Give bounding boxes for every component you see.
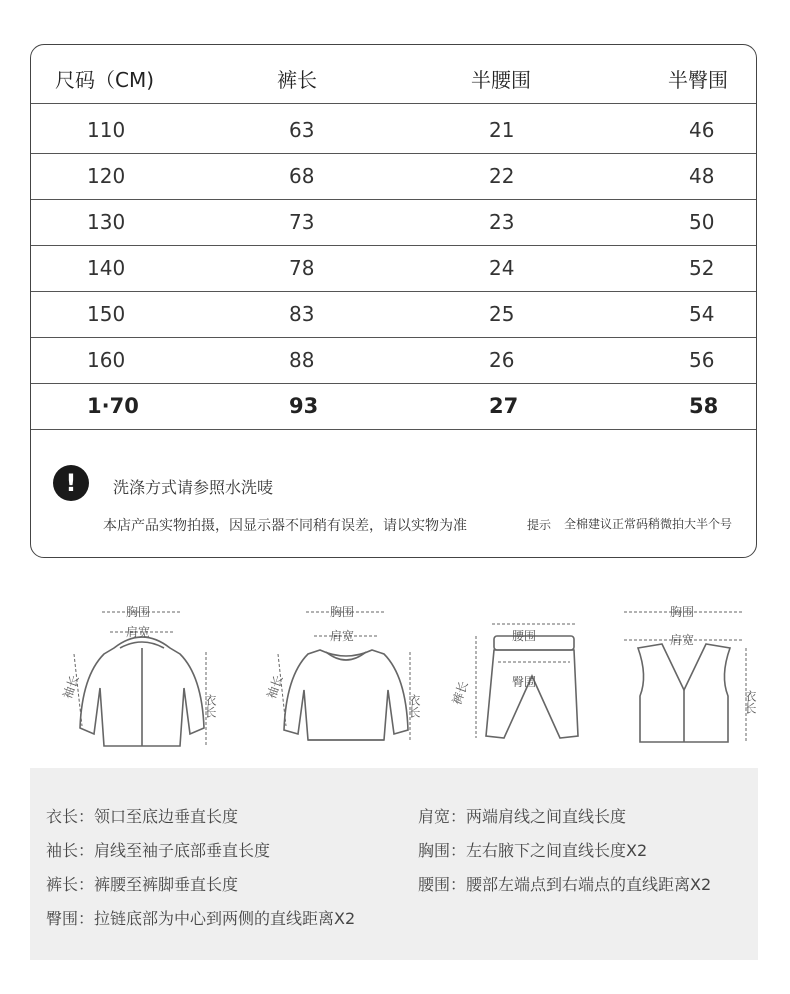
pants-length-label: 裤长 — [449, 679, 471, 707]
definition-item: 胸围：左右腋下之间直线长度X2 — [418, 841, 648, 860]
definition-item: 臀围：拉链底部为中心到两侧的直线距离X2 — [46, 909, 356, 928]
size-cell: 1·70 — [87, 394, 139, 418]
half-waist-cell: 26 — [489, 348, 515, 372]
table-row — [31, 291, 756, 338]
vest-diagram — [604, 596, 764, 756]
pant-length-cell: 63 — [289, 118, 315, 142]
photo-disclaimer: 本店产品实物拍摄，因显示器不同稍有误差，请以实物为准 — [103, 518, 467, 534]
pant-length-cell: 78 — [289, 256, 315, 280]
pants-hip-label: 臀围 — [512, 675, 537, 689]
half-hip-cell: 46 — [689, 118, 715, 142]
exclamation-icon: ! — [53, 465, 89, 501]
definition-item: 裤长：裤腰至裤脚垂直长度 — [46, 875, 239, 894]
sweater-length-label: 衣长 — [407, 694, 421, 718]
definition-item: 肩宽：两端肩线之间直线长度 — [418, 807, 627, 826]
half-hip-cell: 48 — [689, 164, 715, 188]
half-waist-cell: 23 — [489, 210, 515, 234]
half-waist-cell: 24 — [489, 256, 515, 280]
size-cell: 120 — [87, 164, 126, 188]
table-header-row — [31, 57, 756, 104]
header-half-waist: 半腰围 — [471, 68, 531, 92]
definition-item: 衣长：领口至底边垂直长度 — [46, 807, 239, 826]
table-row — [31, 107, 756, 154]
half-waist-cell: 22 — [489, 164, 515, 188]
half-waist-cell: 25 — [489, 302, 515, 326]
pant-length-cell: 93 — [289, 394, 319, 418]
size-cell: 140 — [87, 256, 126, 280]
size-cell: 110 — [87, 118, 126, 142]
sweater-chest-label: 胸围 — [330, 605, 355, 619]
jacket-sleeve-label: 袖长 — [60, 673, 82, 701]
sweater-sleeve-label: 袖长 — [264, 673, 286, 701]
half-hip-cell: 58 — [689, 394, 719, 418]
half-hip-cell: 56 — [689, 348, 715, 372]
jacket-illustration — [62, 596, 222, 756]
pant-length-cell: 73 — [289, 210, 315, 234]
size-advice: 全棉建议正常码稍微拍大半个号 — [564, 517, 733, 531]
pant-length-cell: 83 — [289, 302, 315, 326]
sweater-shoulder-label: 肩宽 — [330, 629, 355, 643]
table-row — [31, 199, 756, 246]
header-half-hip: 半臀围 — [668, 68, 728, 92]
pants-illustration — [449, 596, 612, 756]
vest-chest-label: 胸围 — [670, 605, 695, 619]
sweater-diagram — [266, 596, 426, 756]
table-row — [31, 337, 756, 384]
pant-length-cell: 88 — [289, 348, 315, 372]
definition-item: 腰围：腰部左端点到右端点的直线距离X2 — [418, 875, 712, 894]
pant-length-cell: 68 — [289, 164, 315, 188]
header-size: 尺码（CM) — [55, 68, 155, 92]
table-row — [31, 245, 756, 292]
jacket-diagram — [62, 596, 222, 756]
definition-item: 袖长：肩线至袖子底部垂直长度 — [46, 841, 271, 860]
jacket-chest-label: 胸围 — [126, 605, 151, 619]
size-chart-card — [30, 44, 757, 558]
vest-illustration — [604, 596, 764, 756]
pants-diagram — [449, 596, 612, 756]
vest-shoulder-label: 肩宽 — [670, 633, 695, 647]
measurement-definitions — [30, 768, 758, 960]
header-pant-length: 裤长 — [277, 68, 317, 92]
table-row — [31, 383, 756, 430]
size-cell: 130 — [87, 210, 126, 234]
size-cell: 150 — [87, 302, 126, 326]
jacket-length-label: 衣长 — [203, 694, 217, 718]
tip-label: 提示 — [527, 518, 552, 532]
half-hip-cell: 52 — [689, 256, 715, 280]
table-row — [31, 153, 756, 200]
wash-instruction: 洗涤方式请参照水洗唛 — [113, 478, 274, 497]
half-hip-cell: 54 — [689, 302, 715, 326]
sweater-illustration — [266, 596, 426, 756]
size-cell: 160 — [87, 348, 126, 372]
half-waist-cell: 27 — [489, 394, 519, 418]
jacket-shoulder-label: 肩宽 — [126, 625, 151, 639]
pants-waist-label: 腰围 — [512, 629, 537, 643]
vest-length-label: 衣长 — [743, 690, 757, 714]
half-waist-cell: 21 — [489, 118, 515, 142]
half-hip-cell: 50 — [689, 210, 715, 234]
